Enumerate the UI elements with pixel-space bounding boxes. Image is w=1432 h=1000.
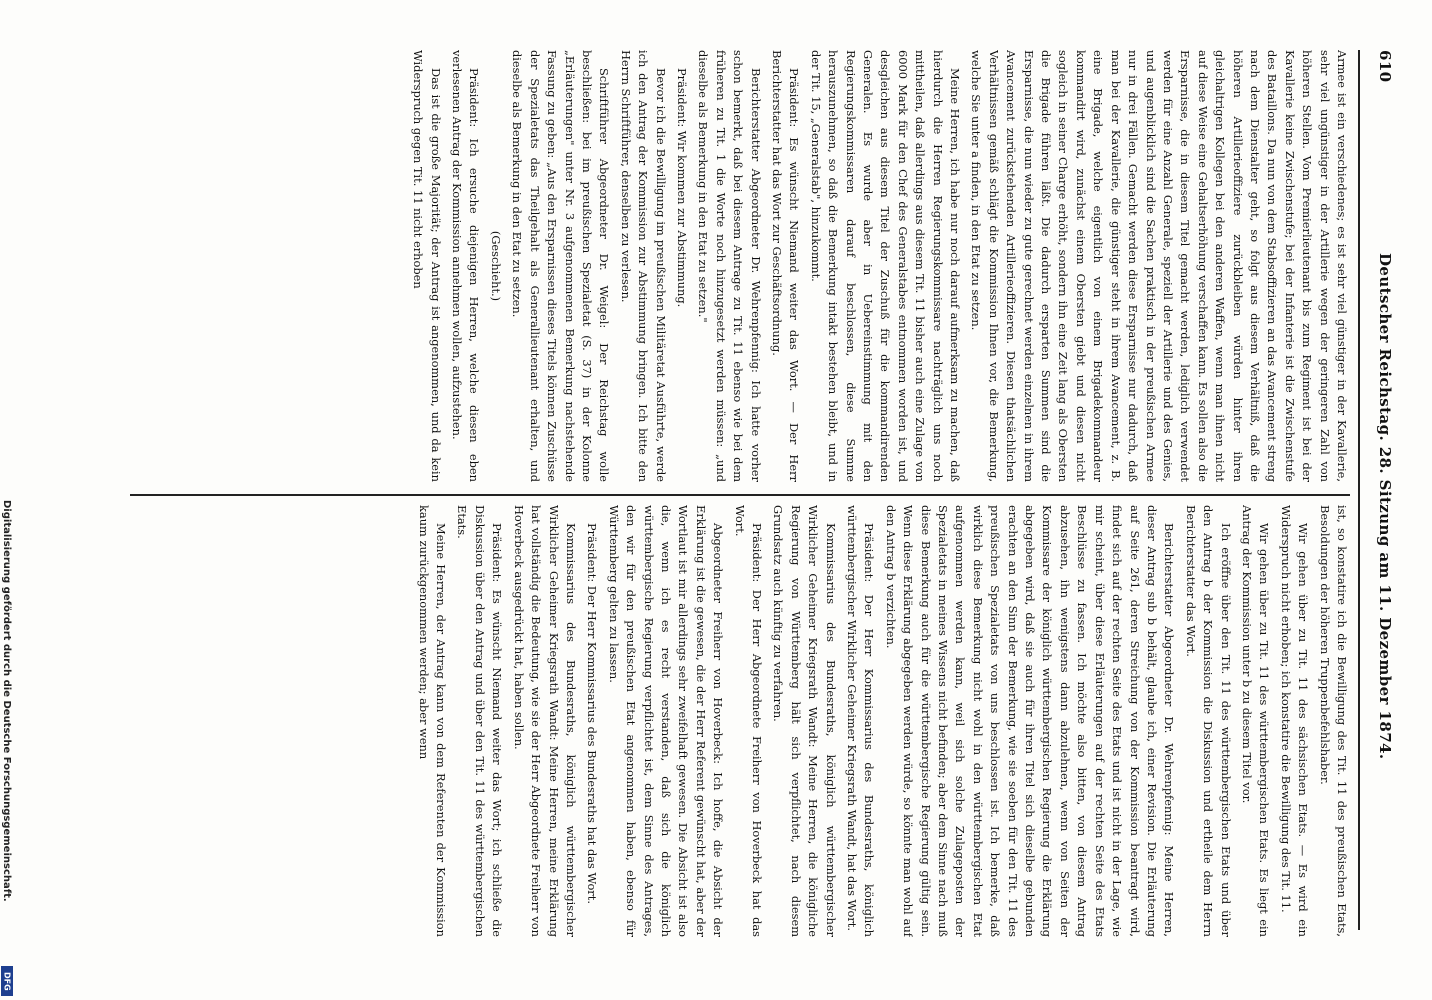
paragraph: Bevor ich die Bewilligung im preußischen Militäretat Ausführte, werde ich den Antrag der Kommission zur Abstimmung bringen. Ich bitte den Herrn Schriftführer, denselben zu verlesen. <box>618 50 668 482</box>
paragraph: Meine Herren, ich habe nur noch darauf aufmerksam zu machen, daß hierdurch die Herren Regierungskommissare nachträglich uns noch mittheilen, daß allerdings aus diesem Tit. 11 bisher auch eine Zulage von 6000 Mark für den Chef des Generalstabes entnommen worden ist, und desgleichen aus diesem Titel der Zuschuß für die kommandirenden Generalen. Es wurde aber in Uebereinstimmung mit den Regierungskommissaren darauf beschlossen, diese Summe herauszunehmen, so daß die Bemerkung intakt bestehen bleibt, und in der Tit. 15, „Generalstab", hinzukommt. <box>808 50 963 482</box>
paragraph: Präsident: Es wünscht Niemand weiter das Wort. — Der Herr Berichterstatter hat das Wort zur Geschäftsordnung. <box>770 50 802 482</box>
right-column <box>130 505 1350 937</box>
paragraph: Präsident: Der Herr Abgeordnete Freiherr von Hoverbeck hat das Wort. <box>732 505 764 937</box>
paragraph: Berichterstatter Abgeordneter Dr. Wehrenpfennig: Ich hatte vorher schon bemerkt, daß bei diesem Antrage zu Tit. 11 ebenso wie bei dem früheren zu Tit. 1 die Worte noch hinzugesetzt werden müssen: „und dieselbe als Bemerkung in den Etat zu setzen." <box>696 50 763 482</box>
paragraph: Ich eröffne über den Tit. 11 des württembergischen Etats und über den Antrag b der Kommission die Diskussion und ertheile dem Herrn Berichterstatter das Wort. <box>1183 505 1233 937</box>
paragraph: Berichterstatter Abgeordneter Dr. Wehrenpfennig: Meine Herren, dieser Antrag sub b behält, glaube ich, einer Revision. Die Erläuterung auf Seite 261, deren Streichung von der Kommission beantragt wird, findet sich auf der rechten Seite des Etats und ist nicht in der Lage, wie mir scheint, über diese Erläuterungen auf der rechten Seite des Etats Beschlüsse zu fassen. Ich möchte also bitten, von diesem Antrag abzusehen, ihn wenigstens dann abzulehnen, wenn von Seiten der Kommissare der königlich württembergischen Regierung die Erklärung abgegeben wird, daß sie auch für ihren Titel sich dieselbe gebunden erachten an den Sinn der Bemerkung, wie sie soeben für den Tit. 11 des preußischen Spezialetats von uns beschlossen ist. Ich bemerke, daß wirklich diese Bemerkung nicht wohl in den württembergischen Etat aufgenommen werden kann, weil sich solche Zulageposten der Spezialetats in meines Wissens nicht befinden; aber dem Sinne nach muß diese Bemerkung auch für die württembergische Regierung gültig sein. Wenn diese Erklärung abgegeben werden würde, so könnte man wohl auf den Antrag b verzichten. <box>883 505 1177 937</box>
rotated-document-page <box>30 30 1402 970</box>
header-rule <box>1358 50 1360 930</box>
paragraph: Das ist die große Majorität; der Antrag ist angenommen, und da kein Widerspruch gegen Tit. 11 nicht erhoben <box>411 50 443 482</box>
paragraph: ist, so konstatire ich die Bewilligung des Tit. 11 des preußischen Etats, Besoldungen der höheren Truppenbefehlshaber. <box>1317 505 1349 937</box>
left-column <box>130 50 1350 482</box>
paragraph: Armee ist ein verschiedenes; es ist sehr viel günstiger in der Kavallerie, sehr viel ungünstiger in der Artillerie wegen der geringeren Zahl von höheren Stellen. Vom Premierlieutenant bis zum Regiment ist bei der Kavallerie keine Zwischenstufe; bei der Infanterie ist die Zwischenstufe des Bataillons. Da nun von dem Stabsoffizieren an das Avancement streng nach dem Dienstalter geht, so folgt aus diesem Verhältniß, daß die höheren Artillerieoffiziere zurückbleiben würden hinter ihren gleichaltrigen Kollegen bei den anderen Waffen, wenn man ihnen nicht auf diese Weise eine Gehaltserhöhung verschaffen kann. Es sollen also die Ersparnisse, die in diesem Titel gemacht werden, lediglich verwendet werden für eine Anzahl Generale, speziell der Artillerie und des Genies, und augenblicklich sind die Sachen praktisch in der preußischen Armee nur in drei Fällen. Gemacht werden diese Ersparnisse nur dadurch, daß man bei der Kavallerie, die günstiger steht in ihrem Avancement, z. B. eine Brigade, welche eigentlich von einem Brigadekommandeur kommandirt wird, zunächst einem Obersten giebt und diesen nicht sogleich in seiner Charge erhöht, sondern ihn eine Zeit lang als Obersten die Brigade führen läßt. Die dadurch ersparten Summen sind die Ersparnisse, die nun wieder zu gute gerechnet werden einzelnen in ihrem Avancement zurückstehenden Artillerieoffizieren. Diesen thatsächlichen Verhältnissen gemäß schlägt die Kommission Ihnen vor, die Bemerkung, welche Sie unter a finden, in den Etat zu setzen. <box>969 50 1349 482</box>
paragraph: Kommissarius des Bundesraths, königlich württembergischer Wirklicher Geheimer Kriegsrath Wandt: Meine Herren, die königliche Regierung von Württemberg hält sich verpflichtet, nach diesem Grundsatz auch künftig zu verfahren. <box>771 505 838 937</box>
paragraph: Präsident: Der Herr Kommissarius des Bundesraths, königlich württembergischer Wirklicher Geheimer Kriegsrath Wandt, hat das Wort. <box>845 505 877 937</box>
paragraph: Präsident: Wir kommen zur Abstimmung. <box>674 68 689 308</box>
page-header <box>1362 50 1394 930</box>
digitization-credit: Digitalisierung gefördert durch die Deutsche Forschungsgemeinschaft. <box>1 500 12 902</box>
paragraph: Abgeordneter Freiherr von Hoverbeck: Ich hoffe, die Absicht der Erklärung ist die gewesen, die der Herr Referent gewünscht hat, aber der Wortlaut ist mir allerdings sehr zweifelhaft gewesen. Die Absicht ist also die, wenn ich es recht verstanden, daß sich die königlich württembergische Regierung verpflichtet ist, dem Sinne des Antrages, den wir für den preußischen Etat angenommen haben, ebenso für Württemberg gelten zu lassen. <box>606 505 726 937</box>
paragraph: Wir gehen über zu Tit. 11 des sächsischen Etats. — Es wird ein Widerspruch nicht erhoben; ich konstatire die Bewilligung des Tit. 11. <box>1278 505 1311 937</box>
paragraph: (Geschieht.) <box>488 230 503 302</box>
dfg-logo: DFG <box>1 966 13 996</box>
paragraph: Wir gehen über zu Tit. 11 des württembergischen Etats. Es liegt ein Antrag der Kommission unter b zu diesem Titel vor. <box>1239 505 1272 937</box>
column-divider <box>130 494 1350 496</box>
paragraph: Präsident: Es wünscht Niemand weiter das Wort; ich schließe die Diskussion über den Antrag und über den Tit. 11 des württembergischen Etats. <box>455 505 505 937</box>
paragraph: Meine Herren, der Antrag kann von dem Referenten der Kommission kaum zurückgenommen werden; aber wenn <box>416 505 449 937</box>
paragraph: Kommissarius des Bundesraths, königlich württembergischer Wirklicher Geheimer Kriegsrath Wandt: Meine Herren, meine Erklärung hat vollständig die Bedeutung, wie sie der Herr Abgeordnete Freiherr von Hoverbeck ausgedrückt hat, haben sollen. <box>511 505 578 937</box>
credit-strip <box>0 500 14 1000</box>
running-head: Deutscher Reichstag. 28. Sitzung am 11. Dezember 1874. <box>1376 253 1394 760</box>
paragraph: Präsident: Der Herr Kommissarius des Bundesraths hat das Wort. <box>585 523 600 904</box>
paragraph: Schriftführer Abgeordneter Dr. Weigel: Der Reichstag wolle beschließen: bei im preußischen Spezialetat (S. 37) in der Kolonne „Erläuterungen" unter Nr. 3 aufgenommenen Bemerkung nachstehende Fassung zu geben: „Aus den Ersparnissen dieses Titels können Zuschüsse der Spezialetats das Theilgehalt als Generallieutenant erhalten, und dieselbe als Bemerkung in den Etat zu setzen. <box>510 50 612 482</box>
paragraph: Präsident: Ich ersuche diejenigen Herren, welche diesen eben verlesenen Antrag der Kommission annehmen wollen, aufzustehen. <box>450 50 482 482</box>
page-number: 610 <box>1376 50 1394 83</box>
